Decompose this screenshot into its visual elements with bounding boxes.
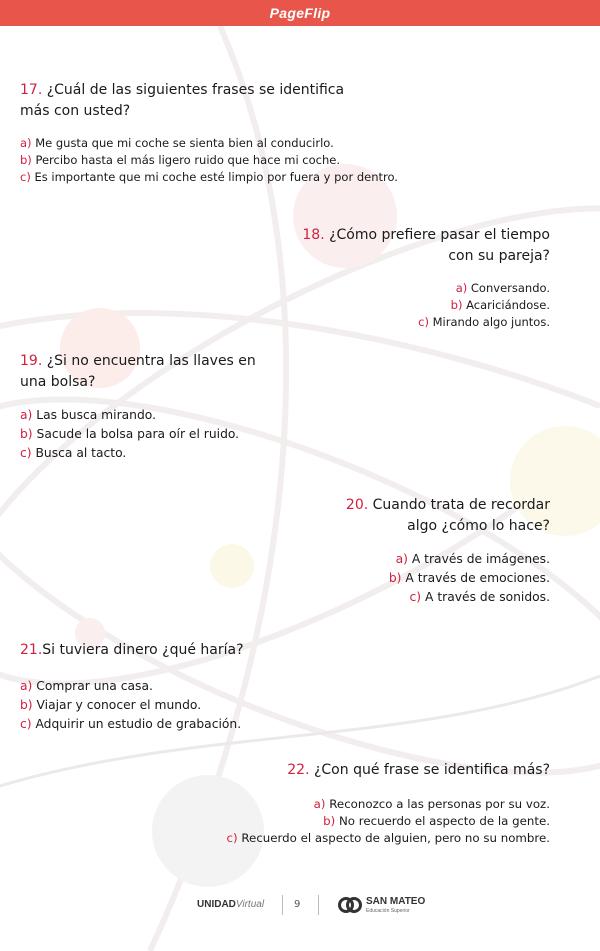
question-title-line: con su pareja? [448,248,550,264]
brand-bold: UNIDAD [197,899,236,910]
option-text: Conversando. [470,281,550,295]
divider [282,895,283,915]
option-c[interactable] [302,314,550,331]
option-text: Mirando algo juntos. [432,315,550,329]
page-footer [0,893,600,919]
option-letter: c) [20,446,32,460]
option-letter: a) [20,408,33,422]
option-text: A través de emociones. [405,571,550,585]
option-c[interactable] [20,169,398,186]
options-list [20,135,398,186]
option-a[interactable] [20,406,256,425]
unidad-virtual-logo [197,899,264,910]
option-b[interactable] [20,152,398,169]
question-17 [20,80,398,186]
option-c[interactable] [346,588,550,607]
option-b[interactable] [346,569,550,588]
option-text: A través de sonidos. [425,590,550,604]
logo-name: SAN MATEO [366,896,426,907]
san-mateo-logo-icon [338,895,362,915]
option-a[interactable] [227,796,550,813]
options-list [227,796,550,847]
question-title [20,640,244,661]
option-letter: b) [20,427,33,441]
option-letter: c) [418,315,429,329]
option-letter: b) [20,698,33,712]
question-number: 17. [20,82,43,98]
option-text: Es importante que mi coche esté limpio por fuera y por dentro. [34,170,398,184]
question-title-line: Si tuviera dinero ¿qué haría? [42,642,244,658]
option-text: Me gusta que mi coche se sienta bien al conducirlo. [35,136,334,150]
option-text: Recuerdo el aspecto de alguien, pero no su nombre. [241,831,550,845]
option-a[interactable] [20,677,244,696]
question-22 [227,760,550,847]
option-letter: c) [226,831,238,845]
question-number: 19. [20,353,43,369]
question-title-line: una bolsa? [20,374,96,390]
option-c[interactable] [20,444,256,463]
option-text: Sacude la bolsa para oír el ruido. [36,427,240,441]
option-text: A través de imágenes. [411,552,550,566]
option-a[interactable] [20,135,398,152]
option-letter: a) [20,679,33,693]
option-letter: c) [20,717,32,731]
logo-subtitle: Educación Superior [366,908,410,914]
option-c[interactable] [20,715,244,734]
option-letter: a) [395,552,408,566]
option-text: Adquirir un estudio de grabación. [35,717,242,731]
question-title-line: más con usted? [20,103,131,119]
question-title-line: ¿Con qué frase se identifica más? [313,762,550,778]
option-letter: a) [455,281,468,295]
question-21 [20,640,244,734]
option-b[interactable] [20,696,244,715]
question-number: 22. [287,762,310,778]
question-title [346,495,550,537]
question-title [302,225,550,267]
question-title-line: ¿Cómo prefiere pasar el tiempo [329,227,550,243]
options-list [346,550,550,607]
option-c[interactable] [227,830,550,847]
app-title: PageFlip [269,5,331,21]
option-letter: a) [20,136,32,150]
question-title [20,80,398,122]
option-b[interactable] [227,813,550,830]
option-text: Busca al tacto. [35,446,127,460]
option-letter: c) [409,590,422,604]
question-19 [20,351,256,463]
question-title-line: ¿Cuál de las siguientes frases se identifica [46,82,345,98]
brand-light: Virtual [235,899,265,910]
question-title-line: Cuando trata de recordar [372,497,550,513]
question-18 [302,225,550,331]
question-title-line: ¿Si no encuentra las llaves en [46,353,256,369]
options-list [302,280,550,331]
option-text: No recuerdo el aspecto de la gente. [338,814,550,828]
question-number: 18. [302,227,325,243]
option-text: Percibo hasta el más ligero ruido que hace mi coche. [35,153,340,167]
question-title [20,351,256,393]
option-a[interactable] [346,550,550,569]
question-title [227,760,550,781]
option-letter: b) [388,571,402,585]
options-list [20,406,256,463]
divider [318,895,319,915]
question-20 [346,495,550,607]
option-letter: b) [450,298,463,312]
option-letter: b) [20,153,32,167]
option-letter: a) [313,797,326,811]
option-text: Comprar una casa. [36,679,153,693]
option-text: Acariciándose. [466,298,550,312]
options-list [20,677,244,734]
option-b[interactable] [20,425,256,444]
option-text: Reconozco a las personas por su voz. [329,797,550,811]
option-a[interactable] [302,280,550,297]
app-header [0,0,600,26]
question-number: 21. [20,642,43,658]
option-letter: b) [323,814,336,828]
option-letter: c) [20,170,31,184]
option-b[interactable] [302,297,550,314]
option-text: Viajar y conocer el mundo. [36,698,202,712]
option-text: Las busca mirando. [36,408,156,422]
question-number: 20. [345,497,369,513]
question-title-line: algo ¿cómo lo hace? [407,518,550,534]
page-number: 9 [294,899,301,910]
